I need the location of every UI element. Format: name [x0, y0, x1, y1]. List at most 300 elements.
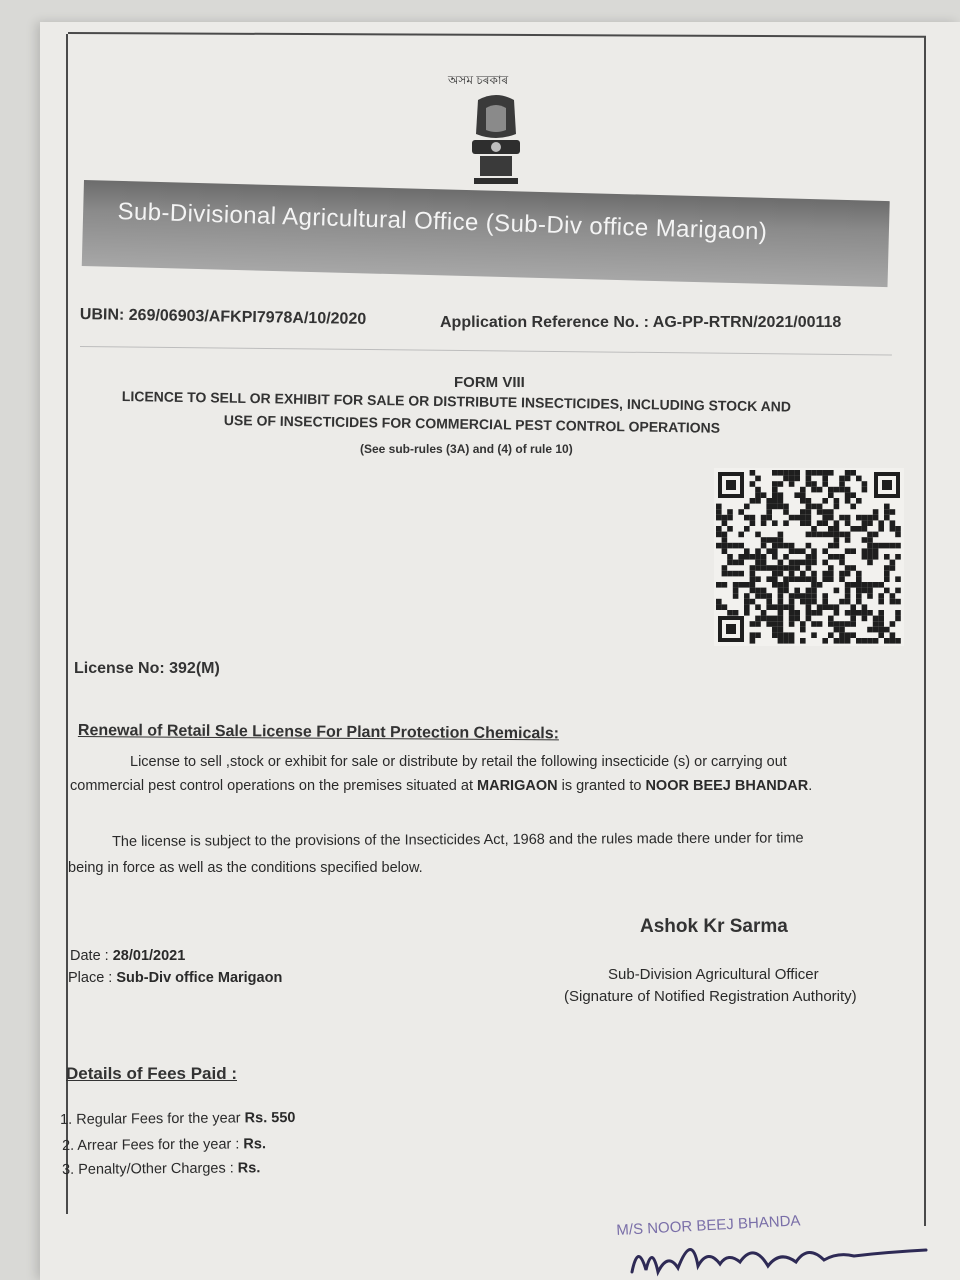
qr-module	[727, 554, 733, 560]
qr-module	[862, 604, 868, 610]
paragraph1-line2-end: .	[808, 778, 813, 794]
qr-module	[878, 621, 884, 627]
qr-module	[856, 576, 862, 582]
qr-module	[778, 616, 784, 622]
qr-module	[867, 610, 873, 616]
paragraph2-line2: being in force as well as the conditions specified below.	[68, 860, 423, 876]
signatory-authority: (Signature of Notified Registration Authority)	[564, 988, 857, 1005]
qr-module	[895, 554, 901, 560]
qr-module	[873, 616, 879, 622]
qr-module	[783, 565, 789, 571]
qr-module	[828, 487, 834, 493]
qr-module	[834, 537, 840, 543]
qr-module	[845, 621, 851, 627]
qr-module	[761, 616, 767, 622]
qr-module	[834, 588, 840, 594]
qr-module	[800, 515, 806, 521]
qr-module	[778, 582, 784, 588]
qr-module	[778, 532, 784, 538]
qr-module	[895, 610, 901, 616]
qr-module	[850, 548, 856, 554]
grantee-name: NOOR BEEJ BHANDAR	[645, 778, 809, 794]
qr-code	[714, 468, 904, 646]
qr-module	[716, 543, 722, 549]
qr-module	[750, 582, 756, 588]
qr-module	[733, 593, 739, 599]
qr-module	[761, 593, 767, 599]
qr-module	[856, 515, 862, 521]
qr-module	[794, 576, 800, 582]
qr-module	[850, 582, 856, 588]
qr-module	[817, 532, 823, 538]
qr-module	[834, 504, 840, 510]
qr-module	[778, 470, 784, 476]
qr-module	[884, 627, 890, 633]
qr-module	[822, 498, 828, 504]
qr-module	[761, 520, 767, 526]
form-subtitle-line2: USE OF INSECTICIDES FOR COMMERCIAL PEST CONTROL OPERATIONS	[223, 412, 721, 436]
qr-module	[738, 560, 744, 566]
qr-module	[822, 509, 828, 515]
qr-module	[850, 616, 856, 622]
qr-module	[867, 543, 873, 549]
qr-module	[755, 632, 761, 638]
qr-module	[850, 565, 856, 571]
qr-module	[811, 599, 817, 605]
qr-module	[772, 470, 778, 476]
qr-module	[800, 576, 806, 582]
qr-module	[727, 543, 733, 549]
qr-module	[873, 515, 879, 521]
qr-module	[895, 638, 901, 644]
qr-module	[862, 610, 868, 616]
qr-module	[811, 548, 817, 554]
qr-module	[766, 593, 772, 599]
qr-module	[744, 554, 750, 560]
qr-module	[778, 604, 784, 610]
qr-module	[839, 621, 845, 627]
qr-module	[794, 476, 800, 482]
qr-module	[850, 470, 856, 476]
qr-module	[783, 543, 789, 549]
qr-module	[778, 627, 784, 633]
qr-module	[884, 571, 890, 577]
qr-module	[766, 565, 772, 571]
handwritten-signature	[628, 1222, 928, 1280]
qr-module	[845, 532, 851, 538]
qr-module	[839, 554, 845, 560]
qr-module	[789, 599, 795, 605]
qr-module	[878, 593, 884, 599]
ubin: UBIN: 269/06903/AFKPI7978A/10/2020	[79, 306, 367, 328]
qr-module	[766, 621, 772, 627]
qr-module	[862, 520, 868, 526]
qr-module	[738, 509, 744, 515]
page-border-right	[924, 36, 926, 1226]
paragraph1-line2-mid: is granted to	[557, 778, 646, 794]
qr-module	[822, 593, 828, 599]
qr-module	[822, 532, 828, 538]
qr-module	[811, 632, 817, 638]
qr-module	[789, 593, 795, 599]
qr-module	[755, 621, 761, 627]
qr-module	[867, 627, 873, 633]
qr-module	[890, 632, 896, 638]
qr-module	[834, 554, 840, 560]
qr-module	[761, 537, 767, 543]
qr-module	[878, 599, 884, 605]
qr-module	[828, 532, 834, 538]
qr-module	[744, 610, 750, 616]
qr-module	[884, 543, 890, 549]
qr-module	[722, 565, 728, 571]
qr-module	[806, 604, 812, 610]
qr-module	[755, 476, 761, 482]
qr-module	[834, 526, 840, 532]
qr-module	[744, 504, 750, 510]
qr-module	[856, 588, 862, 594]
dealer-stamp: M/S NOOR BEEJ BHANDA	[616, 1212, 801, 1239]
qr-module	[828, 554, 834, 560]
qr-module	[783, 554, 789, 560]
qr-module	[845, 515, 851, 521]
qr-module	[806, 520, 812, 526]
qr-module	[878, 610, 884, 616]
qr-module	[750, 481, 756, 487]
qr-module	[878, 627, 884, 633]
qr-module	[867, 588, 873, 594]
qr-module	[750, 588, 756, 594]
qr-module	[778, 638, 784, 644]
qr-module	[811, 481, 817, 487]
qr-module	[839, 571, 845, 577]
qr-module	[806, 610, 812, 616]
qr-module	[817, 487, 823, 493]
qr-module	[895, 576, 901, 582]
qr-module	[778, 588, 784, 594]
qr-module	[766, 509, 772, 515]
qr-module	[828, 470, 834, 476]
qr-module	[806, 481, 812, 487]
qr-module	[822, 571, 828, 577]
qr-module	[834, 543, 840, 549]
qr-module	[794, 616, 800, 622]
qr-module	[822, 604, 828, 610]
qr-module	[845, 593, 851, 599]
qr-module	[789, 560, 795, 566]
qr-module	[766, 515, 772, 521]
qr-module	[806, 593, 812, 599]
qr-module	[811, 576, 817, 582]
qr-module	[789, 638, 795, 644]
qr-module	[750, 520, 756, 526]
qr-module	[800, 599, 806, 605]
qr-module	[845, 476, 851, 482]
qr-module	[755, 492, 761, 498]
qr-module	[845, 520, 851, 526]
qr-module	[800, 487, 806, 493]
qr-module	[755, 560, 761, 566]
qr-module	[873, 543, 879, 549]
form-title: FORM VIII	[454, 374, 525, 391]
qr-module	[806, 543, 812, 549]
qr-module	[867, 638, 873, 644]
qr-module	[811, 560, 817, 566]
qr-module	[789, 481, 795, 487]
qr-module	[806, 504, 812, 510]
qr-module	[716, 532, 722, 538]
qr-module	[772, 571, 778, 577]
qr-module	[755, 532, 761, 538]
qr-module	[822, 520, 828, 526]
qr-module	[783, 576, 789, 582]
qr-module	[772, 537, 778, 543]
qr-module	[811, 504, 817, 510]
qr-module	[755, 498, 761, 504]
qr-module	[890, 593, 896, 599]
qr-module	[828, 604, 834, 610]
qr-module	[761, 554, 767, 560]
qr-module	[828, 621, 834, 627]
issue-place-value: Sub-Div office Marigaon	[116, 970, 283, 986]
qr-module	[727, 515, 733, 521]
qr-module	[811, 470, 817, 476]
qr-module	[789, 621, 795, 627]
qr-module	[856, 638, 862, 644]
qr-module	[873, 582, 879, 588]
qr-module	[867, 554, 873, 560]
qr-module	[811, 582, 817, 588]
qr-module	[783, 582, 789, 588]
qr-module	[733, 560, 739, 566]
qr-module	[727, 571, 733, 577]
qr-module	[716, 599, 722, 605]
qr-module	[822, 481, 828, 487]
qr-module	[884, 515, 890, 521]
qr-module	[733, 610, 739, 616]
qr-module	[811, 593, 817, 599]
qr-module	[783, 520, 789, 526]
qr-module	[722, 582, 728, 588]
qr-module	[856, 476, 862, 482]
qr-module	[890, 526, 896, 532]
qr-module	[800, 520, 806, 526]
qr-module	[806, 509, 812, 515]
fee-item-label: 1. Regular Fees for the year	[60, 1110, 245, 1128]
qr-module	[811, 487, 817, 493]
qr-module	[822, 476, 828, 482]
qr-module	[856, 498, 862, 504]
qr-module	[895, 526, 901, 532]
qr-module	[884, 504, 890, 510]
qr-module	[744, 515, 750, 521]
qr-module	[850, 604, 856, 610]
fee-item	[62, 1160, 260, 1178]
qr-module	[822, 560, 828, 566]
qr-module	[761, 610, 767, 616]
qr-module	[738, 543, 744, 549]
qr-module	[766, 548, 772, 554]
qr-module	[834, 604, 840, 610]
qr-module	[778, 537, 784, 543]
qr-module	[811, 621, 817, 627]
qr-module	[755, 588, 761, 594]
qr-module	[806, 599, 812, 605]
qr-module	[817, 470, 823, 476]
qr-module	[794, 560, 800, 566]
qr-module	[811, 610, 817, 616]
qr-module	[772, 576, 778, 582]
qr-module	[845, 638, 851, 644]
qr-module	[884, 509, 890, 515]
premises-place: MARIGAON	[477, 778, 558, 794]
page-border-left	[66, 34, 68, 1214]
qr-module	[862, 638, 868, 644]
qr-module	[862, 487, 868, 493]
qr-module	[856, 571, 862, 577]
signatory-name: Ashok Kr Sarma	[640, 916, 788, 937]
qr-module	[811, 571, 817, 577]
fee-item-value: Rs.	[237, 1160, 261, 1177]
qr-module	[878, 632, 884, 638]
qr-module	[761, 543, 767, 549]
qr-module	[806, 576, 812, 582]
qr-module	[806, 588, 812, 594]
qr-module	[789, 576, 795, 582]
qr-module	[817, 582, 823, 588]
qr-module	[794, 470, 800, 476]
qr-module	[772, 498, 778, 504]
qr-module	[878, 520, 884, 526]
qr-module	[867, 515, 873, 521]
qr-module	[750, 576, 756, 582]
qr-module	[789, 571, 795, 577]
qr-module	[806, 498, 812, 504]
qr-module	[878, 582, 884, 588]
qr-module	[856, 599, 862, 605]
qr-module	[828, 543, 834, 549]
qr-module	[873, 621, 879, 627]
qr-module	[878, 526, 884, 532]
qr-module	[744, 548, 750, 554]
qr-module	[806, 560, 812, 566]
qr-module	[766, 576, 772, 582]
qr-module	[778, 599, 784, 605]
qr-module	[895, 588, 901, 594]
application-reference: Application Reference No. : AG-PP-RTRN/2021/00118	[440, 314, 842, 331]
qr-module	[806, 470, 812, 476]
qr-module	[822, 638, 828, 644]
qr-module	[834, 532, 840, 538]
qr-module	[783, 588, 789, 594]
qr-module	[834, 487, 840, 493]
qr-module	[817, 509, 823, 515]
qr-module	[822, 515, 828, 521]
qr-module	[817, 621, 823, 627]
qr-module	[834, 638, 840, 644]
qr-module	[755, 593, 761, 599]
qr-module	[828, 565, 834, 571]
qr-module	[811, 554, 817, 560]
qr-module	[856, 593, 862, 599]
qr-module	[890, 638, 896, 644]
qr-module	[761, 565, 767, 571]
qr-module	[800, 627, 806, 633]
qr-module	[783, 509, 789, 515]
qr-module	[789, 515, 795, 521]
qr-module	[834, 610, 840, 616]
qr-module	[822, 599, 828, 605]
qr-module	[727, 526, 733, 532]
qr-module	[845, 470, 851, 476]
section-heading: Renewal of Retail Sale License For Plant Protection Chemicals:	[77, 722, 560, 743]
qr-module	[873, 627, 879, 633]
qr-module	[750, 632, 756, 638]
qr-module	[789, 616, 795, 622]
qr-module	[744, 526, 750, 532]
qr-module	[806, 616, 812, 622]
qr-module	[839, 638, 845, 644]
qr-module	[890, 599, 896, 605]
qr-module	[778, 560, 784, 566]
qr-module	[733, 543, 739, 549]
fee-item-label: 2. Arrear Fees for the year :	[62, 1136, 244, 1154]
qr-module	[828, 632, 834, 638]
qr-module	[867, 520, 873, 526]
qr-module	[862, 537, 868, 543]
qr-module	[884, 565, 890, 571]
issue-date	[70, 948, 185, 964]
qr-module	[862, 554, 868, 560]
qr-module	[839, 599, 845, 605]
qr-module	[867, 582, 873, 588]
qr-module	[778, 610, 784, 616]
qr-module	[811, 532, 817, 538]
fees-heading: Details of Fees Paid :	[66, 1064, 237, 1083]
qr-module	[845, 582, 851, 588]
qr-module	[727, 509, 733, 515]
qr-module	[772, 565, 778, 571]
qr-module	[772, 487, 778, 493]
qr-module	[811, 588, 817, 594]
qr-module	[806, 532, 812, 538]
qr-module	[817, 520, 823, 526]
qr-module	[800, 621, 806, 627]
qr-module	[766, 599, 772, 605]
qr-module	[778, 481, 784, 487]
qr-module	[772, 621, 778, 627]
qr-module	[744, 593, 750, 599]
qr-module	[839, 576, 845, 582]
qr-module	[862, 515, 868, 521]
qr-module	[828, 526, 834, 532]
qr-module	[772, 520, 778, 526]
qr-module	[845, 588, 851, 594]
fee-item-value: Rs.	[243, 1136, 267, 1153]
qr-module	[895, 616, 901, 622]
qr-module	[738, 582, 744, 588]
qr-module	[862, 588, 868, 594]
qr-module	[794, 515, 800, 521]
qr-module	[845, 492, 851, 498]
issue-place-label: Place :	[68, 970, 117, 986]
qr-module	[850, 621, 856, 627]
qr-module	[895, 543, 901, 549]
qr-module	[895, 532, 901, 538]
qr-module	[856, 610, 862, 616]
qr-module	[794, 588, 800, 594]
qr-module	[778, 543, 784, 549]
